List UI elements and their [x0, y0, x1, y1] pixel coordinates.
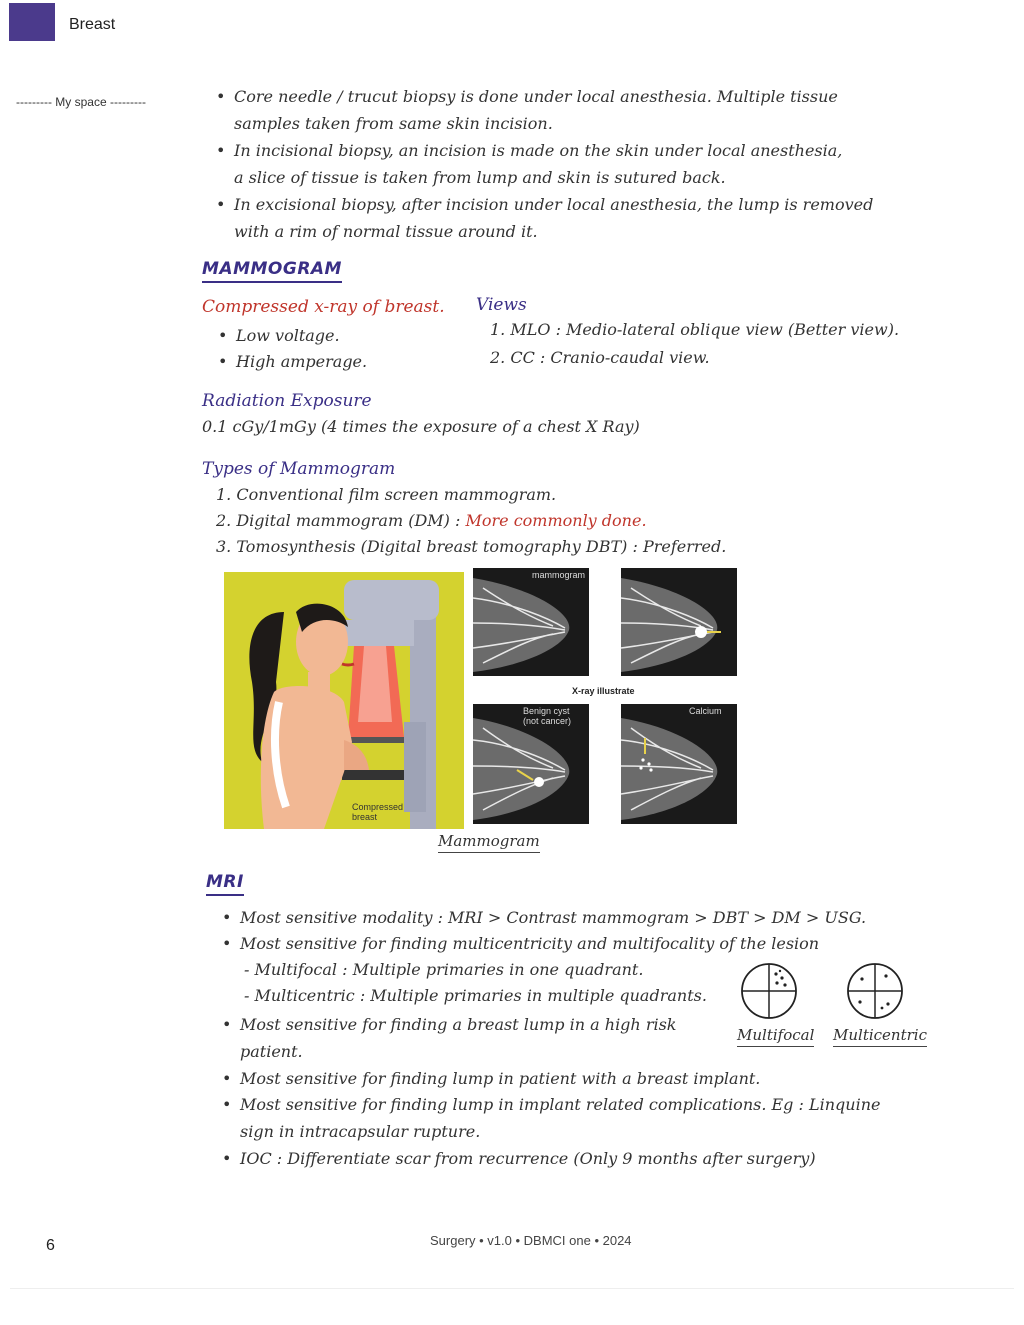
- text-line: with a rim of normal tissue around it.: [234, 222, 538, 241]
- mri-bullet: • Most sensitive for finding lump in patient with a breast implant.: [222, 1069, 761, 1088]
- mri-definition: - Multicentric : Multiple primaries in multiple quadrants.: [244, 986, 707, 1005]
- text-line: In incisional biopsy, an incision is made on the skin under local anesthesia,: [234, 141, 843, 160]
- breast-xray-image: [621, 704, 737, 824]
- text-line: a slice of tissue is taken from lump and skin is sutured back.: [234, 168, 726, 187]
- multifocal-quadrant-icon: [740, 962, 798, 1020]
- mammogram-definition: Compressed x-ray of breast.: [202, 297, 445, 317]
- figure-caption: Mammogram: [438, 832, 540, 850]
- compressed-breast-label: breast: [352, 812, 378, 822]
- mri-bullet: • Most sensitive for finding multicentricity and multifocality of the lesion: [222, 934, 820, 953]
- mammogram-property: • Low voltage.: [218, 326, 340, 345]
- multicentric-label: Multicentric: [833, 1026, 927, 1044]
- radiation-text: 0.1 cGy/1mGy (4 times the exposure of a chest X Ray): [202, 417, 640, 436]
- type-item: 1. Conventional film screen mammogram.: [216, 485, 557, 504]
- my-space-label: --------- My space ---------: [16, 95, 146, 109]
- text-line: Core needle / trucut biopsy is done under local anesthesia. Multiple tissue: [234, 87, 838, 106]
- calcium-label: Calcium: [689, 706, 722, 716]
- biopsy-bullet-incisional: • In incisional biopsy, an incision is made on the skin under local anesthesia, a slice of tissue is taken from lump and skin is sutured back.: [234, 137, 842, 191]
- mri-bullet: • Most sensitive for finding a breast lump in a high risk patient.: [222, 1015, 677, 1061]
- multicentric-quadrant-icon: [846, 962, 904, 1020]
- xray-top-label: mammogram: [531, 570, 585, 580]
- type-item: 3. Tomosynthesis (Digital breast tomography DBT) : Preferred.: [216, 537, 727, 556]
- mammography-machine-image: [224, 572, 464, 829]
- breast-xray-image: [621, 568, 737, 676]
- radiation-title: Radiation Exposure: [202, 391, 372, 411]
- chapter-title: Breast: [69, 16, 116, 33]
- mammography-illustration: [224, 572, 464, 829]
- xray-panel-benign-cyst: [473, 704, 589, 824]
- xray-panel-calcium: [621, 704, 737, 824]
- footer-divider: [10, 1288, 1014, 1289]
- mri-bullet: • IOC : Differentiate scar from recurrence (Only 9 months after surgery): [222, 1149, 816, 1168]
- text-line: In excisional biopsy, after incision under local anesthesia, the lump is removed: [234, 195, 874, 214]
- types-title: Types of Mammogram: [202, 459, 396, 479]
- multifocal-label: Multifocal: [737, 1026, 815, 1044]
- footer-text: Surgery • v1.0 • DBMCI one • 2024: [430, 1233, 632, 1248]
- benign-cyst-label: Benign cyst (not cancer): [523, 706, 572, 726]
- xray-panel-marker: [621, 568, 737, 676]
- xray-panel-normal: [473, 568, 589, 676]
- biopsy-bullet-core: • Core needle / trucut biopsy is done under local anesthesia. Multiple tissue samples taken from same skin incision.: [234, 83, 838, 137]
- mammogram-property: • High amperage.: [218, 352, 368, 371]
- xray-caption: X-ray illustrate: [572, 686, 635, 696]
- breast-xray-image: [473, 568, 589, 676]
- page-number: 6: [46, 1237, 55, 1254]
- chapter-color-block: [9, 3, 55, 41]
- view-item: 2. CC : Cranio-caudal view.: [490, 348, 710, 367]
- mri-bullet: • Most sensitive for finding lump in implant related complications. Eg : Linquine sign in intracapsular rupture.: [222, 1095, 881, 1141]
- biopsy-bullet-excisional: • In excisional biopsy, after incision under local anesthesia, the lump is removed with a rim of normal tissue around it.: [234, 191, 873, 245]
- views-title: Views: [476, 295, 527, 315]
- text-line: samples taken from same skin incision.: [234, 114, 553, 133]
- type-item: 2. Digital mammogram (DM) : More commonly done.: [216, 511, 647, 530]
- mammogram-heading: MAMMOGRAM: [202, 259, 342, 279]
- mri-definition: - Multifocal : Multiple primaries in one quadrant.: [244, 960, 644, 979]
- mri-bullet: • Most sensitive modality : MRI > Contrast mammogram > DBT > DM > USG.: [222, 908, 867, 927]
- compressed-breast-label: Compressed: [352, 802, 404, 812]
- view-item: 1. MLO : Medio-lateral oblique view (Better view).: [490, 320, 900, 339]
- mri-heading: MRI: [206, 872, 244, 892]
